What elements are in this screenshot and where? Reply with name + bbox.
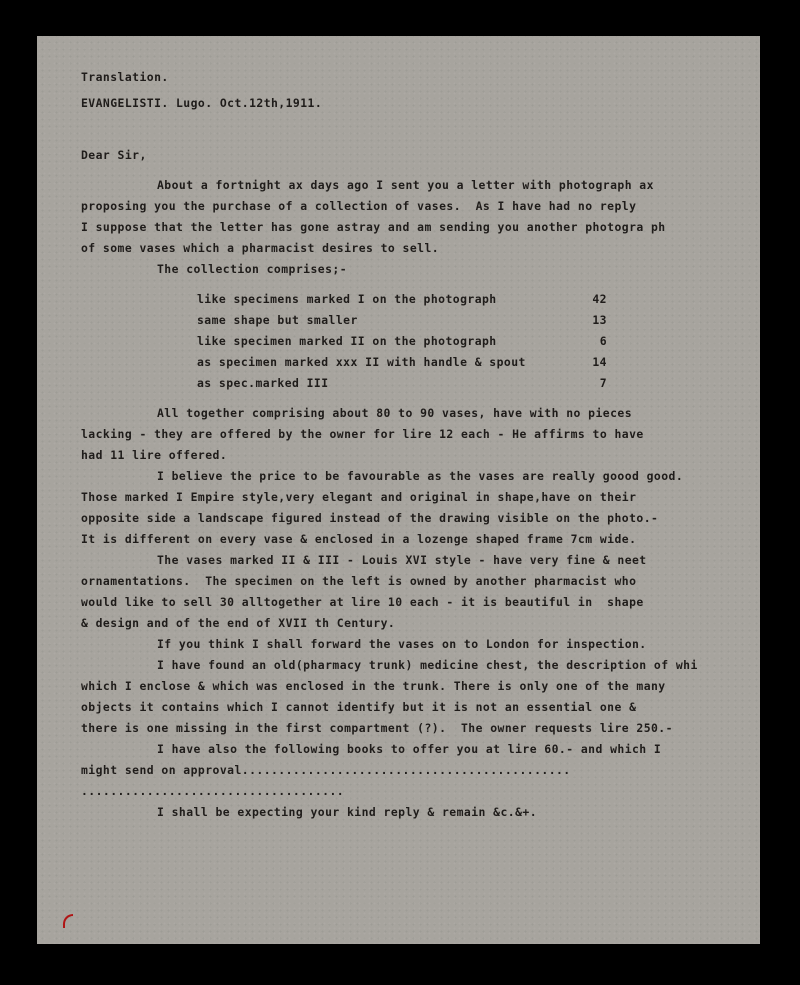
text-line: The collection comprises;- (157, 262, 348, 276)
text-line: All together comprising about 80 to 90 vases, have with no pieces (157, 406, 633, 420)
red-pencil-mark (63, 914, 73, 928)
table-row-qty: 6 (599, 334, 607, 348)
text-line: Those marked I Empire style,very elegant and original in shape,have on their (81, 490, 637, 504)
text-line: might send on approval............................................. (81, 763, 571, 777)
text-line: I suppose that the letter has gone astray and am sending you another photogra ph (81, 220, 666, 234)
text-line: If you think I shall forward the vases on to London for inspection. (157, 637, 647, 651)
text-line: lacking - they are offered by the owner for lire 12 each - He affirms to have (81, 427, 644, 441)
text-line: I have found an old(pharmacy trunk) medicine chest, the description of whi (157, 658, 698, 672)
text-line: opposite side a landscape figured instead of the drawing visible on the photo.- (81, 511, 659, 525)
text-line: proposing you the purchase of a collection of vases. As I have had no reply (81, 199, 637, 213)
table-row-label: like specimens marked I on the photograph (197, 292, 497, 306)
text-line: I have also the following books to offer you at lire 60.- and which I (157, 742, 662, 756)
text-line: would like to sell 30 alltogether at lire 10 each - it is beautiful in shape (81, 595, 644, 609)
letter-sheet (37, 36, 760, 944)
text-line: It is different on every vase & enclosed in a lozenge shaped frame 7cm wide. (81, 532, 637, 546)
table-row-label: same shape but smaller (197, 313, 358, 327)
table-row-qty: 42 (592, 292, 607, 306)
table-row-qty: 13 (592, 313, 607, 327)
salutation: Dear Sir, (81, 148, 147, 162)
text-line: .................................... (81, 784, 345, 798)
text-line: had 11 lire offered. (81, 448, 228, 462)
text-line: which I enclose & which was enclosed in the trunk. There is only one of the many (81, 679, 666, 693)
text-line: I believe the price to be favourable as the vases are really goood good. (157, 469, 684, 483)
text-line: I shall be expecting your kind reply & remain &c.&+. (157, 805, 538, 819)
text-line: of some vases which a pharmacist desires to sell. (81, 241, 440, 255)
table-row-label: as specimen marked xxx II with handle & spout (197, 355, 526, 369)
text-line: there is one missing in the first compartment (?). The owner requests lire 250.- (81, 721, 673, 735)
table-row-label: as spec.marked III (197, 376, 329, 390)
text-line: ornamentations. The specimen on the left is owned by another pharmacist who (81, 574, 637, 588)
text-line: About a fortnight ax days ago I sent you a letter with photograph ax (157, 178, 654, 192)
table-row-qty: 14 (592, 355, 607, 369)
sender-line: EVANGELISTI. Lugo. Oct.12th,1911. (81, 96, 323, 110)
text-line: & design and of the end of XVII th Century. (81, 616, 396, 630)
table-row-qty: 7 (599, 376, 607, 390)
letter-heading: Translation. (81, 70, 169, 84)
text-line: The vases marked II & III - Louis XVI style - have very fine & neet (157, 553, 647, 567)
text-line: objects it contains which I cannot identify but it is not an essential one & (81, 700, 637, 714)
table-row-label: like specimen marked II on the photograph (197, 334, 497, 348)
